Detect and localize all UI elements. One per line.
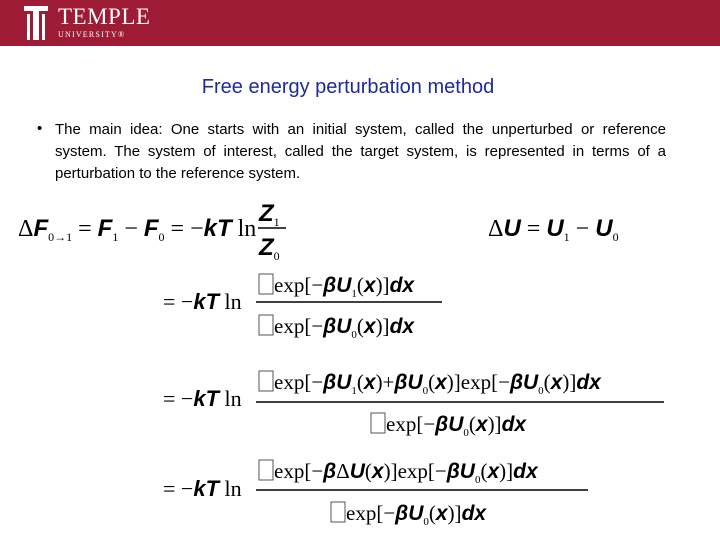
svg-text:exp[−βU0(x)]dx: $\exp[-\beta U_0(x)]dx$	[386, 412, 527, 439]
svg-text:ΔU = U1 − U0: $\Delta U = U_1 - U_0$	[488, 215, 619, 244]
equation-ratio-integrals	[163, 273, 442, 341]
svg-text:= −kT ln: = −kT ln	[163, 289, 242, 314]
bullet-marker: •	[37, 120, 43, 137]
logo-wordmark: TEMPLE	[58, 4, 151, 29]
equation-delta-u	[488, 215, 619, 244]
logo-subtitle: UNIVERSITY®	[58, 30, 126, 39]
equation-inserted-reference	[163, 370, 664, 439]
svg-text:exp[−βU0(x)]dx: $\exp[-\beta U_0(x)]dx$	[274, 314, 415, 341]
svg-text:Z1: $Z_1$	[259, 200, 280, 229]
svg-text:= −kT ln: = −kT ln	[163, 476, 242, 501]
equation-free-energy-definition	[18, 200, 286, 263]
svg-text:Z0: $Z_0$	[259, 234, 280, 263]
svg-text:exp[−βU1(x)+βU0(x)]exp[−βU0(x): $\exp[-\beta U_1(x)+\beta U_0(x)]\exp[-\beta U_0(x)]dx$	[274, 370, 601, 397]
svg-text:exp[−βU0(x)]dx: $\exp[-\beta U_0(x)]dx$	[346, 501, 487, 528]
svg-text:= −kT ln: = −kT ln	[163, 386, 242, 411]
svg-text:exp[−βΔU(x)]exp[−βU0(x)]dx: $\exp[-\beta\Delta U(x)]\exp[-\beta U_0(x)]dx$	[274, 459, 538, 486]
svg-text:exp[−βU1(x)]dx: $\exp[-\beta U_1(x)]dx$	[274, 273, 415, 300]
slide-title: Free energy perturbation method	[201, 76, 495, 98]
bullet-text: The main idea: One starts with an initial system, called the unperturbed or reference system. The system of interest, called the target system, is represented in terms of a perturbation to the reference system.	[55, 121, 666, 182]
svg-text:ΔF0→1 = F1 − F0 = −kT ln: $\Delta F_{0\to 1} = F_1 - F_0 = -kT$ ln	[18, 215, 257, 244]
equation-delta-u-form	[163, 459, 588, 528]
